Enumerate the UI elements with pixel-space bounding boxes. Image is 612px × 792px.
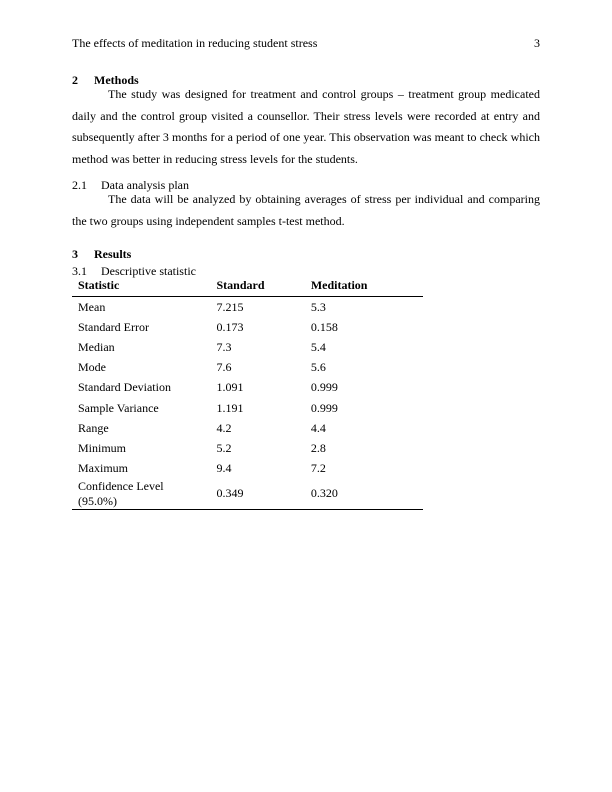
statistic-label-cell: Minimum <box>78 440 127 455</box>
column-header: Standard <box>210 276 304 297</box>
table-row <box>72 398 423 418</box>
subsection-title: Data analysis plan <box>101 178 189 192</box>
descriptive-statistics-table <box>72 276 423 510</box>
column-header: Meditation <box>305 276 423 297</box>
subsection-number: 3.1 <box>72 264 87 278</box>
meditation-value-cell: 2.8 <box>310 440 326 455</box>
statistic-label-cell: Mean <box>78 299 106 314</box>
statistic-label-cell: Range <box>78 420 109 435</box>
statistic-label-cell: Sample Variance <box>78 400 159 415</box>
column-header: Statistic <box>72 276 210 297</box>
meditation-value-cell: 5.6 <box>310 360 326 375</box>
section-title: Methods <box>94 73 139 87</box>
table-row <box>72 297 423 318</box>
standard-value-cell: 7.215 <box>216 299 244 314</box>
page-number: 3 <box>534 36 540 50</box>
meditation-value-cell: 7.2 <box>310 461 326 476</box>
table-row <box>72 418 423 438</box>
standard-value-cell: 1.191 <box>216 400 244 415</box>
statistic-label-cell: Maximum <box>78 461 128 476</box>
running-title: The effects of meditation in reducing student stress <box>72 36 318 50</box>
table-row <box>72 358 423 378</box>
section-number: 3 <box>72 247 78 261</box>
meditation-value-cell: 5.4 <box>310 339 326 354</box>
meditation-value-cell: 0.999 <box>310 380 338 395</box>
statistic-label-cell: Confidence Level (95.0%) <box>72 479 210 510</box>
meditation-value-cell: 5.3 <box>310 299 326 314</box>
methods-paragraph: The study was designed for treatment and control groups – treatment group medicated daily and the control group visited a counsellor. Their stress levels were recorded at entry and subsequently after 3 months for a period of one year. This observation was meant to check which method was better in reducing stress levels for the students. <box>72 87 540 167</box>
standard-value-cell: 5.2 <box>216 440 232 455</box>
table-row <box>72 459 423 479</box>
meditation-value-cell: 4.4 <box>310 420 326 435</box>
subsection-number: 2.1 <box>72 178 87 192</box>
meditation-value-cell: 0.320 <box>305 479 423 510</box>
standard-value-cell: 0.349 <box>210 479 304 510</box>
statistic-label-cell: Mode <box>78 360 106 375</box>
standard-value-cell: 0.173 <box>216 319 244 334</box>
analysis-paragraph: The data will be analyzed by obtaining averages of stress per individual and comparing the two groups using independent samples t-test method. <box>72 192 540 228</box>
table-row <box>72 337 423 357</box>
standard-value-cell: 1.091 <box>216 380 244 395</box>
meditation-value-cell: 0.999 <box>310 400 338 415</box>
statistic-label-cell: Median <box>78 339 115 354</box>
statistic-label-cell: Standard Deviation <box>78 380 171 395</box>
table-row <box>72 438 423 458</box>
section-number: 2 <box>72 73 78 87</box>
meditation-value-cell: 0.158 <box>310 319 338 334</box>
table-row <box>72 317 423 337</box>
standard-value-cell: 9.4 <box>216 461 232 476</box>
statistic-label-cell: Standard Error <box>78 319 149 334</box>
standard-value-cell: 7.3 <box>216 339 232 354</box>
section-title: Results <box>94 247 132 261</box>
results-heading <box>72 247 131 262</box>
subsection-title: Descriptive statistic <box>101 264 196 278</box>
table-row <box>72 378 423 398</box>
standard-value-cell: 4.2 <box>216 420 232 435</box>
table-row <box>72 479 423 510</box>
standard-value-cell: 7.6 <box>216 360 232 375</box>
table-header-row <box>72 276 423 297</box>
